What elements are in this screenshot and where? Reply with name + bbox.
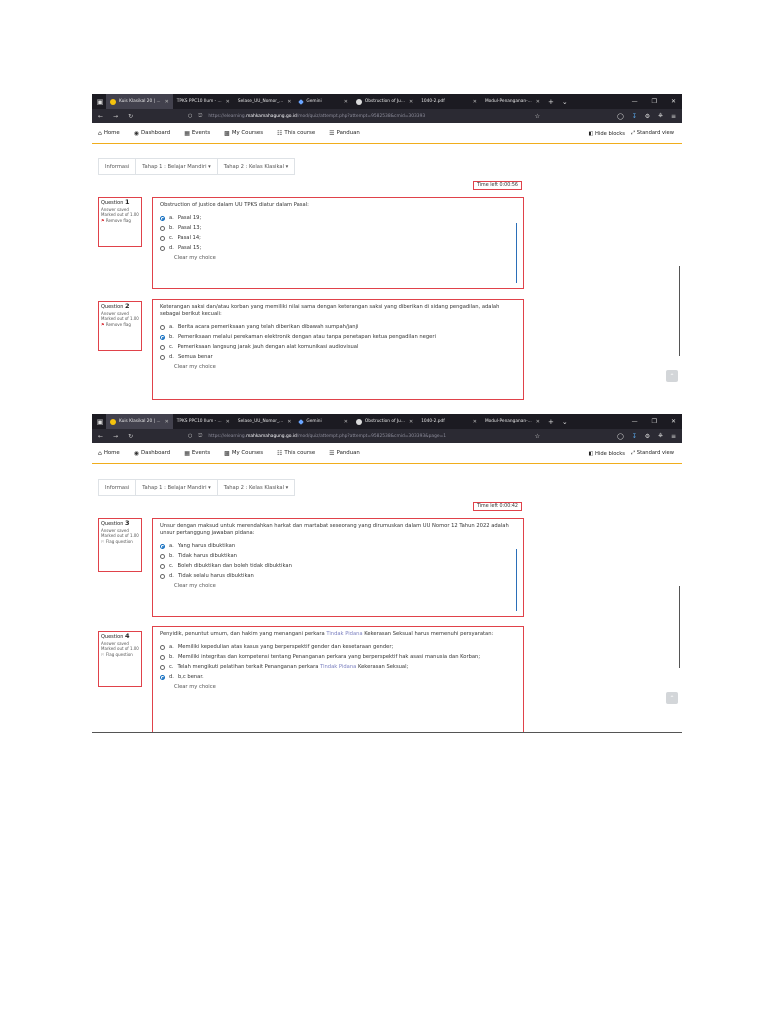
option-text: Memiliki kepedulian atas kasus yang berperspektif gender dan kesetaraan gender; <box>177 644 394 650</box>
radio-button[interactable] <box>160 665 165 670</box>
clear-choice-link[interactable]: Clear my choice <box>174 684 216 690</box>
question-label: Question <box>101 634 124 640</box>
option-text-part: Kekerasan Seksual; <box>356 664 409 670</box>
pocket-icon[interactable]: ◯ <box>617 432 624 440</box>
option-letter: a. <box>169 324 174 330</box>
question-info <box>98 197 142 247</box>
question-box <box>152 197 524 289</box>
browser-tab[interactable] <box>417 94 481 109</box>
question-text: Keterangan saksi dan/atau korban yang memiliki nilai sama dengan keterangan saksi yang diberikan di sidang pengadilan, adalah sebagai berikut kecuali: <box>160 304 500 317</box>
option-text: Boleh dibuktikan dan boleh tidak dibuktikan <box>177 563 292 569</box>
question-text <box>160 631 516 638</box>
hide-blocks-button[interactable]: ◧ Hide blocks <box>588 130 625 137</box>
radio-button[interactable] <box>160 564 165 569</box>
tab-label: 1040-2.pdf <box>421 419 445 424</box>
question-num: 2 <box>124 302 130 310</box>
question-info <box>98 518 142 572</box>
tab-label: Kuis Klasikal 20 | ... <box>119 99 161 104</box>
forward-icon[interactable]: → <box>113 432 119 440</box>
new-tab-icon[interactable]: + <box>547 97 554 106</box>
pocket-icon[interactable]: ◯ <box>617 112 624 120</box>
answer-option[interactable] <box>160 543 516 549</box>
briefcase-icon: ▩ <box>224 449 230 457</box>
time-left: Time left 0:00:56 <box>473 181 522 190</box>
close-window-icon[interactable]: ✕ <box>670 98 676 105</box>
browser-tab[interactable] <box>234 414 296 429</box>
answer-option[interactable] <box>160 354 516 360</box>
close-icon[interactable]: ✕ <box>164 418 169 425</box>
tab-list-icon[interactable]: ⌄ <box>561 97 568 106</box>
time-left: Time left 0:00:42 <box>473 502 522 511</box>
question-box <box>152 626 524 733</box>
extensions-puzzle-icon[interactable]: ⎈ <box>658 112 663 119</box>
question-number <box>101 304 139 311</box>
option-letter: b. <box>169 654 174 660</box>
scroll-indicator <box>516 223 517 283</box>
new-tab-icon[interactable]: + <box>547 417 554 426</box>
question-label: Question <box>101 304 124 310</box>
option-text: Semua benar <box>177 354 213 360</box>
option-text: Memiliki integritas dan kompetensi tentang Penanganan perkara yang berperspektif hak asasi manusia dan Korban; <box>177 654 481 660</box>
tab-label: Obstruction of Ju... <box>364 99 405 104</box>
url-path: /mod/quiz/attempt.php?attempt=9582538&cmid=303393&page=1 <box>296 433 447 439</box>
radio-button[interactable] <box>160 246 165 251</box>
close-window-icon[interactable]: ✕ <box>670 418 676 425</box>
option-letter: d. <box>169 674 174 680</box>
option-text: Yang harus dibuktikan <box>177 543 236 549</box>
answer-option[interactable] <box>160 334 516 340</box>
nav-events[interactable] <box>184 450 210 457</box>
tab-informasi[interactable]: Informasi <box>98 479 135 496</box>
browser-tab-bar <box>92 414 682 429</box>
menu-icon[interactable]: ≡ <box>670 432 676 440</box>
flag-question-button[interactable] <box>101 539 139 545</box>
flag-icon: ⚑ <box>101 217 105 223</box>
option-text: Pasal 13; <box>177 225 202 231</box>
highlighted-term[interactable]: Tindak Pidana <box>320 664 357 670</box>
screenshot-1 <box>92 94 682 412</box>
nav-label: Home <box>103 450 120 456</box>
option-letter: a. <box>169 644 174 650</box>
tab-label: Kuis Klasikal 20 | ... <box>119 419 161 424</box>
answer-option[interactable] <box>160 215 516 221</box>
book-icon: ☰ <box>329 449 335 457</box>
option-text: Pemeriksaan melalui perekaman elektronik dengan atau tanpa penetapan ketua pengadilan negeri <box>177 334 436 340</box>
bookmark-star-icon[interactable]: ☆ <box>534 112 540 120</box>
page-scrollbar[interactable] <box>679 266 680 356</box>
shield-icon: ○ <box>188 433 193 439</box>
nav-label: Events <box>191 450 211 456</box>
browser-tab[interactable] <box>417 414 481 429</box>
reload-icon[interactable]: ↻ <box>128 432 134 440</box>
back-icon[interactable]: ← <box>98 112 104 120</box>
close-icon[interactable]: ✕ <box>225 418 230 425</box>
screenshot-2 <box>92 414 682 733</box>
nav-panduan[interactable] <box>329 450 360 457</box>
radio-button[interactable] <box>160 645 165 650</box>
url-host: mahkamahagung.go.id <box>246 113 297 119</box>
bookmark-star-icon[interactable]: ☆ <box>534 432 540 440</box>
option-text: Pasal 19; <box>177 215 202 221</box>
nav-label: Panduan <box>336 130 360 136</box>
question-num: 4 <box>124 632 130 640</box>
favicon-icon <box>356 99 362 105</box>
flag-question-button[interactable] <box>101 652 139 658</box>
home-icon: ⌂ <box>98 449 102 457</box>
option-text: b,c benar. <box>177 674 204 680</box>
nav-label: This course <box>284 130 316 136</box>
radio-button[interactable] <box>160 675 165 680</box>
radio-button[interactable] <box>160 325 165 330</box>
close-icon[interactable]: ✕ <box>343 98 348 105</box>
option-text: Tidak harus dibuktikan <box>177 553 237 559</box>
extension-icon[interactable]: ⚙ <box>644 112 651 120</box>
option-text <box>178 664 409 670</box>
standard-view-button[interactable]: ⤢ Standard view <box>630 130 674 136</box>
site-navbar <box>92 123 682 144</box>
tab-tahap-1[interactable]: Tahap 1 : Belajar Mandiri ▾ <box>135 479 217 496</box>
tab-list-icon[interactable]: ⌄ <box>561 417 568 426</box>
close-icon[interactable]: ✕ <box>408 98 414 105</box>
favicon-icon <box>356 419 362 425</box>
question-box <box>152 299 524 400</box>
question-text-part: Kekerasan Seksual harus memenuhi persyaratan: <box>362 631 494 637</box>
gemini-icon <box>299 99 305 105</box>
question-grade: Marked out of 1.00 <box>101 646 139 652</box>
sitemap-icon: ☷ <box>277 449 283 457</box>
radio-button[interactable] <box>160 574 165 579</box>
question-text-part: Penyidik, penuntut umum, dan hakim yang menangani perkara <box>160 631 327 637</box>
tab-label: Obstruction of Ju... <box>364 419 405 424</box>
question-state: Answer saved <box>101 640 129 646</box>
answer-option[interactable] <box>160 324 516 330</box>
answer-option[interactable] <box>160 644 516 650</box>
window-controls <box>632 414 676 429</box>
nav-home[interactable] <box>98 130 120 137</box>
question-label: Question <box>101 521 124 527</box>
browser-tab[interactable] <box>481 94 544 109</box>
answer-option[interactable] <box>160 573 516 579</box>
close-icon[interactable]: ✕ <box>408 418 414 425</box>
extensions-puzzle-icon[interactable]: ⎈ <box>658 432 663 439</box>
nav-label: Dashboard <box>140 130 171 136</box>
answer-option[interactable] <box>160 664 516 670</box>
dashboard-icon: ◉ <box>133 129 139 137</box>
favicon-icon <box>110 419 116 425</box>
radio-button[interactable] <box>160 655 165 660</box>
url-prefix: https://elearning. <box>208 113 247 119</box>
close-icon[interactable]: ✕ <box>535 98 540 105</box>
nav-label: Dashboard <box>140 450 171 456</box>
nav-this-course[interactable] <box>277 450 315 457</box>
answer-option[interactable] <box>160 563 516 569</box>
option-text: Tidak selalu harus dibuktikan <box>177 573 254 579</box>
url-prefix: https://elearning. <box>208 433 247 439</box>
question-state: Answer saved <box>101 527 129 533</box>
scroll-indicator <box>516 549 517 611</box>
option-letter: d. <box>169 245 174 251</box>
question-state: Answer saved <box>101 310 129 316</box>
option-letter: d. <box>169 354 174 360</box>
home-icon: ⌂ <box>98 129 102 137</box>
calendar-icon: ▦ <box>184 129 190 137</box>
toolbar-icons <box>617 109 676 123</box>
secondary-tabs <box>98 479 295 496</box>
download-icon[interactable]: ↧ <box>631 432 637 440</box>
tab-label: 1040-2.pdf <box>421 99 445 104</box>
option-text: Pemeriksaan langsung jarak jauh dengan alat komunikasi audiovisual <box>177 344 359 350</box>
back-to-top-button[interactable]: ⌃ <box>666 692 678 704</box>
nav-my-courses[interactable] <box>224 450 263 457</box>
question-num: 3 <box>124 519 130 527</box>
url-path: /mod/quiz/attempt.php?attempt=9582538&cmid=303393 <box>296 113 426 119</box>
minimize-icon[interactable]: — <box>631 98 638 105</box>
answer-option[interactable] <box>160 344 516 350</box>
lock-icon: ⎋ <box>198 433 203 439</box>
remove-flag-button[interactable] <box>101 322 139 328</box>
tab-label: Gemini <box>306 99 322 104</box>
answer-option[interactable] <box>160 674 516 680</box>
tab-overview-icon[interactable]: ▣ <box>96 417 104 426</box>
book-icon: ☰ <box>329 129 335 137</box>
browser-tab[interactable] <box>173 414 234 429</box>
flag-outline-icon: ⚐ <box>101 538 105 544</box>
close-icon[interactable]: ✕ <box>472 98 477 105</box>
address-bar[interactable] <box>188 431 550 441</box>
nav-label: This course <box>284 450 316 456</box>
question-grade: Marked out of 1.00 <box>101 212 139 218</box>
nav-my-courses[interactable] <box>224 130 263 137</box>
radio-button[interactable] <box>160 544 165 549</box>
radio-button[interactable] <box>160 216 165 221</box>
nav-label: My Courses <box>231 130 264 136</box>
close-icon[interactable]: ✕ <box>225 98 230 105</box>
browser-tab[interactable] <box>234 94 296 109</box>
site-navbar <box>92 443 682 464</box>
back-to-top-button[interactable]: ⌃ <box>666 370 678 382</box>
tab-label: TPKS PPC10 Ilum - ... <box>176 419 222 424</box>
radio-button[interactable] <box>160 355 165 360</box>
radio-button[interactable] <box>160 236 165 241</box>
question-number <box>101 634 139 641</box>
answer-option[interactable] <box>160 235 516 241</box>
nav-dashboard[interactable] <box>134 130 171 137</box>
question-number <box>101 521 139 528</box>
option-letter: b. <box>169 225 174 231</box>
option-letter: a. <box>169 215 174 221</box>
question-grade: Marked out of 1.00 <box>101 316 139 322</box>
restore-icon[interactable]: ❐ <box>651 418 657 425</box>
reload-icon[interactable]: ↻ <box>128 112 134 120</box>
hide-blocks-label: Hide blocks <box>595 450 625 457</box>
question-box <box>152 518 524 617</box>
remove-flag-button[interactable] <box>101 218 139 224</box>
question-grade: Marked out of 1.00 <box>101 533 139 539</box>
option-letter: c. <box>169 344 174 350</box>
browser-toolbar <box>92 429 682 443</box>
browser-tab[interactable] <box>352 94 417 109</box>
option-letter: d. <box>169 573 174 579</box>
option-letter: c. <box>169 563 174 569</box>
address-bar[interactable] <box>188 111 550 121</box>
answer-option[interactable] <box>160 245 516 251</box>
option-letter: b. <box>169 334 174 340</box>
browser-tab[interactable] <box>173 94 234 109</box>
browser-tab[interactable] <box>106 414 173 429</box>
page-scrollbar[interactable] <box>679 586 680 668</box>
tab-informasi[interactable]: Informasi <box>98 158 135 175</box>
browser-tab[interactable] <box>295 94 351 109</box>
tab-tahap-1[interactable]: Tahap 1 : Belajar Mandiri ▾ <box>135 158 217 175</box>
question-label: Question <box>101 200 124 206</box>
tab-label: Selase_UU_Nomor_... <box>237 99 284 104</box>
question-text: Unsur dengan maksud untuk merendahkan harkat dan martabat seseorang yang dirumuskan dalam UU Nomor 12 Tahun 2022 adalah unsur pertanggung jawaban pidana: <box>160 523 509 536</box>
nav-label: Panduan <box>336 450 360 456</box>
flag-outline-icon: ⚐ <box>101 651 105 657</box>
flag-icon: ⚑ <box>101 321 105 327</box>
nav-label: Home <box>103 130 120 136</box>
standard-view-label: Standard view <box>636 450 674 456</box>
restore-icon[interactable]: ❐ <box>651 98 657 105</box>
navbar-right <box>588 443 674 464</box>
browser-tab-bar <box>92 94 682 109</box>
hide-blocks-label: Hide blocks <box>595 130 625 137</box>
radio-button[interactable] <box>160 345 165 350</box>
clear-choice-link[interactable]: Clear my choice <box>174 255 216 261</box>
flag-label: Flag question <box>105 538 133 544</box>
flag-label: Remove flag <box>105 217 131 223</box>
secondary-tabs <box>98 158 295 175</box>
menu-icon[interactable]: ≡ <box>670 112 676 120</box>
question-state: Answer saved <box>101 206 129 212</box>
back-icon[interactable]: ← <box>98 432 104 440</box>
tab-overview-icon[interactable]: ▣ <box>96 97 104 106</box>
option-letter: c. <box>169 664 174 670</box>
answer-option[interactable] <box>160 225 516 231</box>
flag-label: Remove flag <box>105 321 131 327</box>
nav-panduan[interactable] <box>329 130 360 137</box>
close-icon[interactable]: ✕ <box>287 418 292 425</box>
url-host: mahkamahagung.go.id <box>246 433 297 439</box>
option-letter: c. <box>169 235 174 241</box>
close-icon[interactable]: ✕ <box>343 418 348 425</box>
browser-tab[interactable] <box>481 414 544 429</box>
answer-option[interactable] <box>160 553 516 559</box>
window-controls <box>632 94 676 109</box>
calendar-icon: ▦ <box>184 449 190 457</box>
nav-label: My Courses <box>231 450 264 456</box>
nav-events[interactable] <box>184 130 210 137</box>
tab-label: Modul-Penanganan-... <box>484 419 532 424</box>
favicon-icon <box>110 99 116 105</box>
download-icon[interactable]: ↧ <box>631 112 637 120</box>
sitemap-icon: ☷ <box>277 129 283 137</box>
extension-icon[interactable]: ⚙ <box>644 432 651 440</box>
radio-button[interactable] <box>160 226 165 231</box>
close-icon[interactable]: ✕ <box>287 98 292 105</box>
question-num: 1 <box>124 198 130 206</box>
flag-label: Flag question <box>105 651 133 657</box>
option-text-part: Telah mengikuti pelatihan terkait Penanganan perkara <box>177 664 321 670</box>
minimize-icon[interactable]: — <box>631 418 638 425</box>
gemini-icon <box>299 419 305 425</box>
standard-view-label: Standard view <box>636 130 674 136</box>
briefcase-icon: ▩ <box>224 129 230 137</box>
nav-this-course[interactable] <box>277 130 315 137</box>
option-text: Pasal 15; <box>177 245 202 251</box>
highlighted-term[interactable]: Tindak Pidana <box>326 631 363 637</box>
close-icon[interactable]: ✕ <box>164 98 169 105</box>
forward-icon[interactable]: → <box>113 112 119 120</box>
dashboard-icon: ◉ <box>133 449 139 457</box>
answer-option[interactable] <box>160 654 516 660</box>
browser-tab[interactable] <box>295 414 351 429</box>
nav-home[interactable] <box>98 450 120 457</box>
toolbar-icons <box>617 429 676 443</box>
tab-label: Modul-Penanganan-... <box>484 99 532 104</box>
standard-view-button[interactable]: ⤢ Standard view <box>630 450 674 456</box>
lock-icon: ⎋ <box>198 113 203 119</box>
tab-label: Gemini <box>306 419 322 424</box>
option-text: Berita acara pemeriksaan yang telah diberikan dibawah sumpah/janji <box>177 324 359 330</box>
clear-choice-link[interactable]: Clear my choice <box>174 364 216 370</box>
close-icon[interactable]: ✕ <box>472 418 477 425</box>
question-info <box>98 301 142 351</box>
navbar-right <box>588 123 674 144</box>
clear-choice-link[interactable]: Clear my choice <box>174 583 216 589</box>
nav-dashboard[interactable] <box>134 450 171 457</box>
option-text: Pasal 14; <box>177 235 201 241</box>
tab-label: Selase_UU_Nomor_... <box>237 419 284 424</box>
shield-icon: ○ <box>188 113 193 119</box>
radio-button[interactable] <box>160 554 165 559</box>
tab-tahap-2[interactable]: Tahap 2 : Kelas Klasikal ▾ <box>217 479 296 496</box>
browser-toolbar <box>92 109 682 123</box>
question-number <box>101 200 139 207</box>
question-text: Obstruction of justice dalam UU TPKS diatur dalam Pasal: <box>160 202 309 208</box>
question-info <box>98 631 142 687</box>
option-letter: b. <box>169 553 174 559</box>
browser-tab[interactable] <box>352 414 417 429</box>
option-letter: a. <box>169 543 174 549</box>
browser-tab[interactable] <box>106 94 173 109</box>
hide-blocks-button[interactable]: ◧ Hide blocks <box>588 450 625 457</box>
close-icon[interactable]: ✕ <box>535 418 540 425</box>
radio-button[interactable] <box>160 335 165 340</box>
nav-label: Events <box>191 130 211 136</box>
tab-tahap-2[interactable]: Tahap 2 : Kelas Klasikal ▾ <box>217 158 296 175</box>
tab-label: TPKS PPC10 Ilum - ... <box>176 99 222 104</box>
